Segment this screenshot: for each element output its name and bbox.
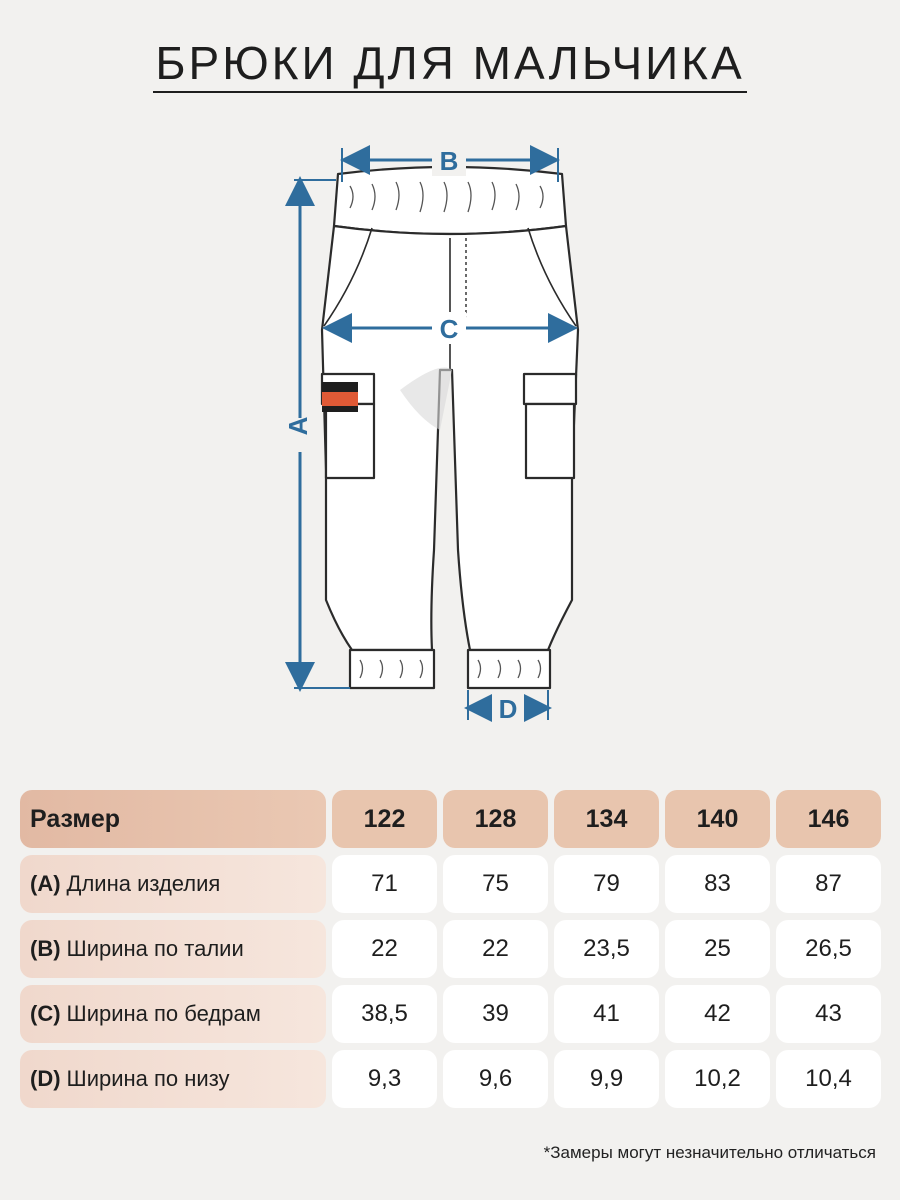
size-122: 122: [332, 790, 437, 848]
size-128: 128: [443, 790, 548, 848]
size-146: 146: [776, 790, 881, 848]
row-label: [20, 985, 326, 1043]
dimension-a-label: A: [283, 416, 313, 436]
row-label: [20, 920, 326, 978]
row-code: (D): [30, 1066, 61, 1091]
table-cell: 75: [443, 855, 548, 913]
dimension-d-label: D: [498, 694, 518, 724]
table-cell: 22: [332, 920, 437, 978]
table-cell: 26,5: [776, 920, 881, 978]
table-cell: 9,9: [554, 1050, 659, 1108]
table-cell: 9,6: [443, 1050, 548, 1108]
header-label: Размер: [20, 790, 326, 848]
table-row: [20, 1050, 882, 1108]
size-134: 134: [554, 790, 659, 848]
dimension-b-label: B: [439, 146, 459, 176]
row-name: Длина изделия: [66, 871, 221, 896]
row-name: Ширина по бедрам: [66, 1001, 261, 1026]
table-row: [20, 920, 882, 978]
row-label: [20, 855, 326, 913]
table-row: [20, 855, 882, 913]
table-cell: 71: [332, 855, 437, 913]
table-cell: 43: [776, 985, 881, 1043]
size-140: 140: [665, 790, 770, 848]
table-cell: 87: [776, 855, 881, 913]
table-cell: 39: [443, 985, 548, 1043]
table-cell: 10,2: [665, 1050, 770, 1108]
pants-diagram: [0, 130, 900, 730]
table-cell: 42: [665, 985, 770, 1043]
row-code: (A): [30, 871, 61, 896]
footnote: *Замеры могут незначительно отличаться: [543, 1143, 876, 1162]
row-name: Ширина по низу: [66, 1066, 230, 1091]
table-cell: 83: [665, 855, 770, 913]
size-table-header: [20, 790, 882, 848]
table-row: [20, 985, 882, 1043]
row-code: (C): [30, 1001, 61, 1026]
page-title: БРЮКИ ДЛЯ МАЛЬЧИКА: [0, 36, 900, 93]
table-cell: 38,5: [332, 985, 437, 1043]
row-code: (B): [30, 936, 61, 961]
table-cell: 10,4: [776, 1050, 881, 1108]
table-cell: 9,3: [332, 1050, 437, 1108]
table-cell: 23,5: [554, 920, 659, 978]
table-cell: 25: [665, 920, 770, 978]
dimension-c-label: C: [439, 314, 459, 344]
label-patch-icon: [322, 382, 358, 412]
table-cell: 41: [554, 985, 659, 1043]
size-table: [20, 790, 882, 1115]
table-cell: 22: [443, 920, 548, 978]
row-name: Ширина по талии: [66, 936, 244, 961]
pants-outline: [322, 167, 578, 688]
table-cell: 79: [554, 855, 659, 913]
row-label: [20, 1050, 326, 1108]
